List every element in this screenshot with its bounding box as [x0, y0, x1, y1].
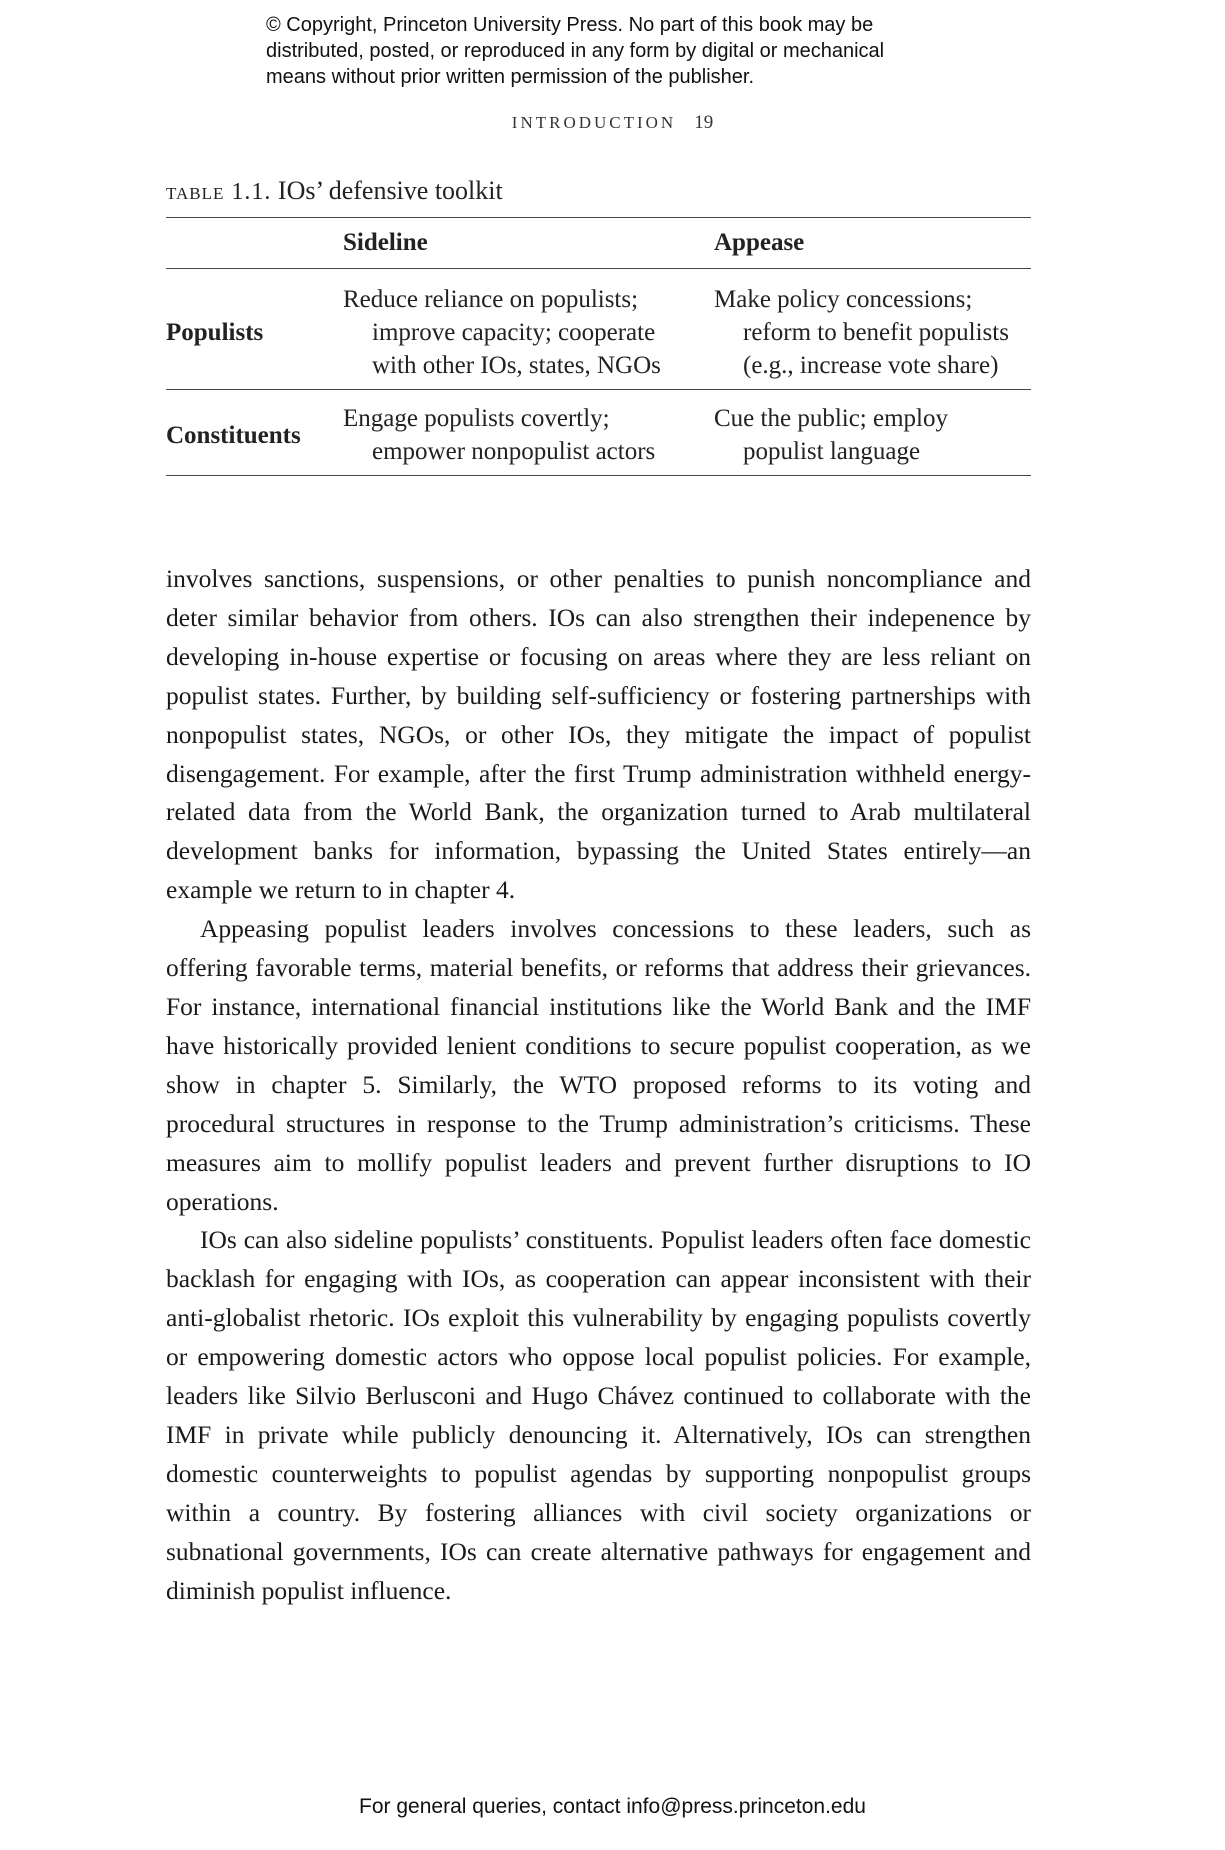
row-heading-populists: Populists: [166, 319, 264, 346]
row-rule: [166, 389, 1031, 390]
row-heading-constituents: Constituents: [166, 422, 301, 449]
column-header-sideline: Sideline: [343, 229, 428, 256]
cell-line: empower nonpopulist actors: [372, 438, 656, 465]
cell-line: with other IOs, states, NGOs: [372, 352, 661, 379]
table-label: table 1.1.: [166, 179, 272, 205]
cell-line: populist language: [743, 438, 921, 465]
copyright-line: means without prior written permission of the publisher.: [266, 66, 755, 88]
running-head-section: INTRODUCTION: [511, 113, 677, 132]
cell-line: (e.g., increase vote share): [743, 352, 999, 379]
cell-constituents-sideline: [343, 402, 655, 468]
cell-line: Reduce reliance on populists;: [343, 286, 639, 313]
cell-line: reform to benefit populists: [743, 319, 1009, 346]
table-title: IOs’ defensive toolkit: [277, 176, 503, 205]
copyright-line: distributed, posted, or reproduced in any form by digital or mechanical: [266, 40, 885, 62]
paragraph: involves sanctions, suspensions, or other penalties to punish noncompliance and deter similar behavior from others. IOs can also strengthen their indepenence by developing in-house expertise or focusing on areas where they are less reliant on populist states. Further, by building self-sufficiency or fostering partnerships with nonpopulist states, NGOs, or other IOs, they mitigate the impact of populist disengagement. For example, after the first Trump administration withheld energy-related data from the World Bank, the organization turned to Arab multilateral development banks for information, bypassing the United States entirely—an example we return to in chapter 4.: [166, 564, 1031, 905]
table-top-rule: [166, 217, 1031, 218]
cell-populists-sideline: [343, 283, 661, 382]
cell-constituents-appease: [714, 402, 948, 468]
running-head: [0, 112, 1225, 134]
cell-line: Engage populists covertly;: [343, 405, 610, 432]
copyright-line: © Copyright, Princeton University Press. No part of this book may be: [266, 14, 874, 36]
copyright-notice: [266, 12, 986, 90]
page-number: 19: [694, 112, 714, 133]
paragraph: IOs can also sideline populists’ constituents. Populist leaders often face domestic backlash for engaging with IOs, as cooperation can appear inconsistent with their anti-globalist rhetoric. IOs exploit this vulnerability by engaging populists covertly or empowering domestic actors who oppose local populist policies. For example, leaders like Silvio Berlusconi and Hugo Chávez continued to collaborate with the IMF in private while publicly denouncing it. Alternatively, IOs can strengthen domestic counterweights to populist agendas by supporting nonpopulist groups within a country. By fostering alliances with civil society organizations or subnational governments, IOs can create alternative pathways for engagement and diminish populist influence.: [166, 1225, 1031, 1605]
table-bottom-rule: [166, 475, 1031, 476]
footer-contact: For general queries, contact info@press.princeton.edu: [359, 1795, 866, 1818]
column-header-appease: Appease: [714, 229, 805, 256]
cell-line: improve capacity; cooperate: [372, 319, 656, 346]
body-text: [166, 560, 1031, 1610]
cell-populists-appease: [714, 283, 1009, 382]
paragraph: Appeasing populist leaders involves concessions to these leaders, such as offering favorable terms, material benefits, or reforms that address their grievances. For instance, international financial institutions like the World Bank and the IMF have historically provided lenient conditions to secure populist cooperation, as we show in chapter 5. Similarly, the WTO proposed reforms to its voting and procedural structures in response to the Trump administration’s criticisms. These measures aim to mollify populist leaders and prevent further disruptions to IO operations.: [166, 914, 1031, 1216]
table-caption: [166, 176, 503, 206]
cell-line: Cue the public; employ: [714, 405, 948, 432]
header-rule: [166, 268, 1031, 269]
cell-line: Make policy concessions;: [714, 286, 973, 313]
